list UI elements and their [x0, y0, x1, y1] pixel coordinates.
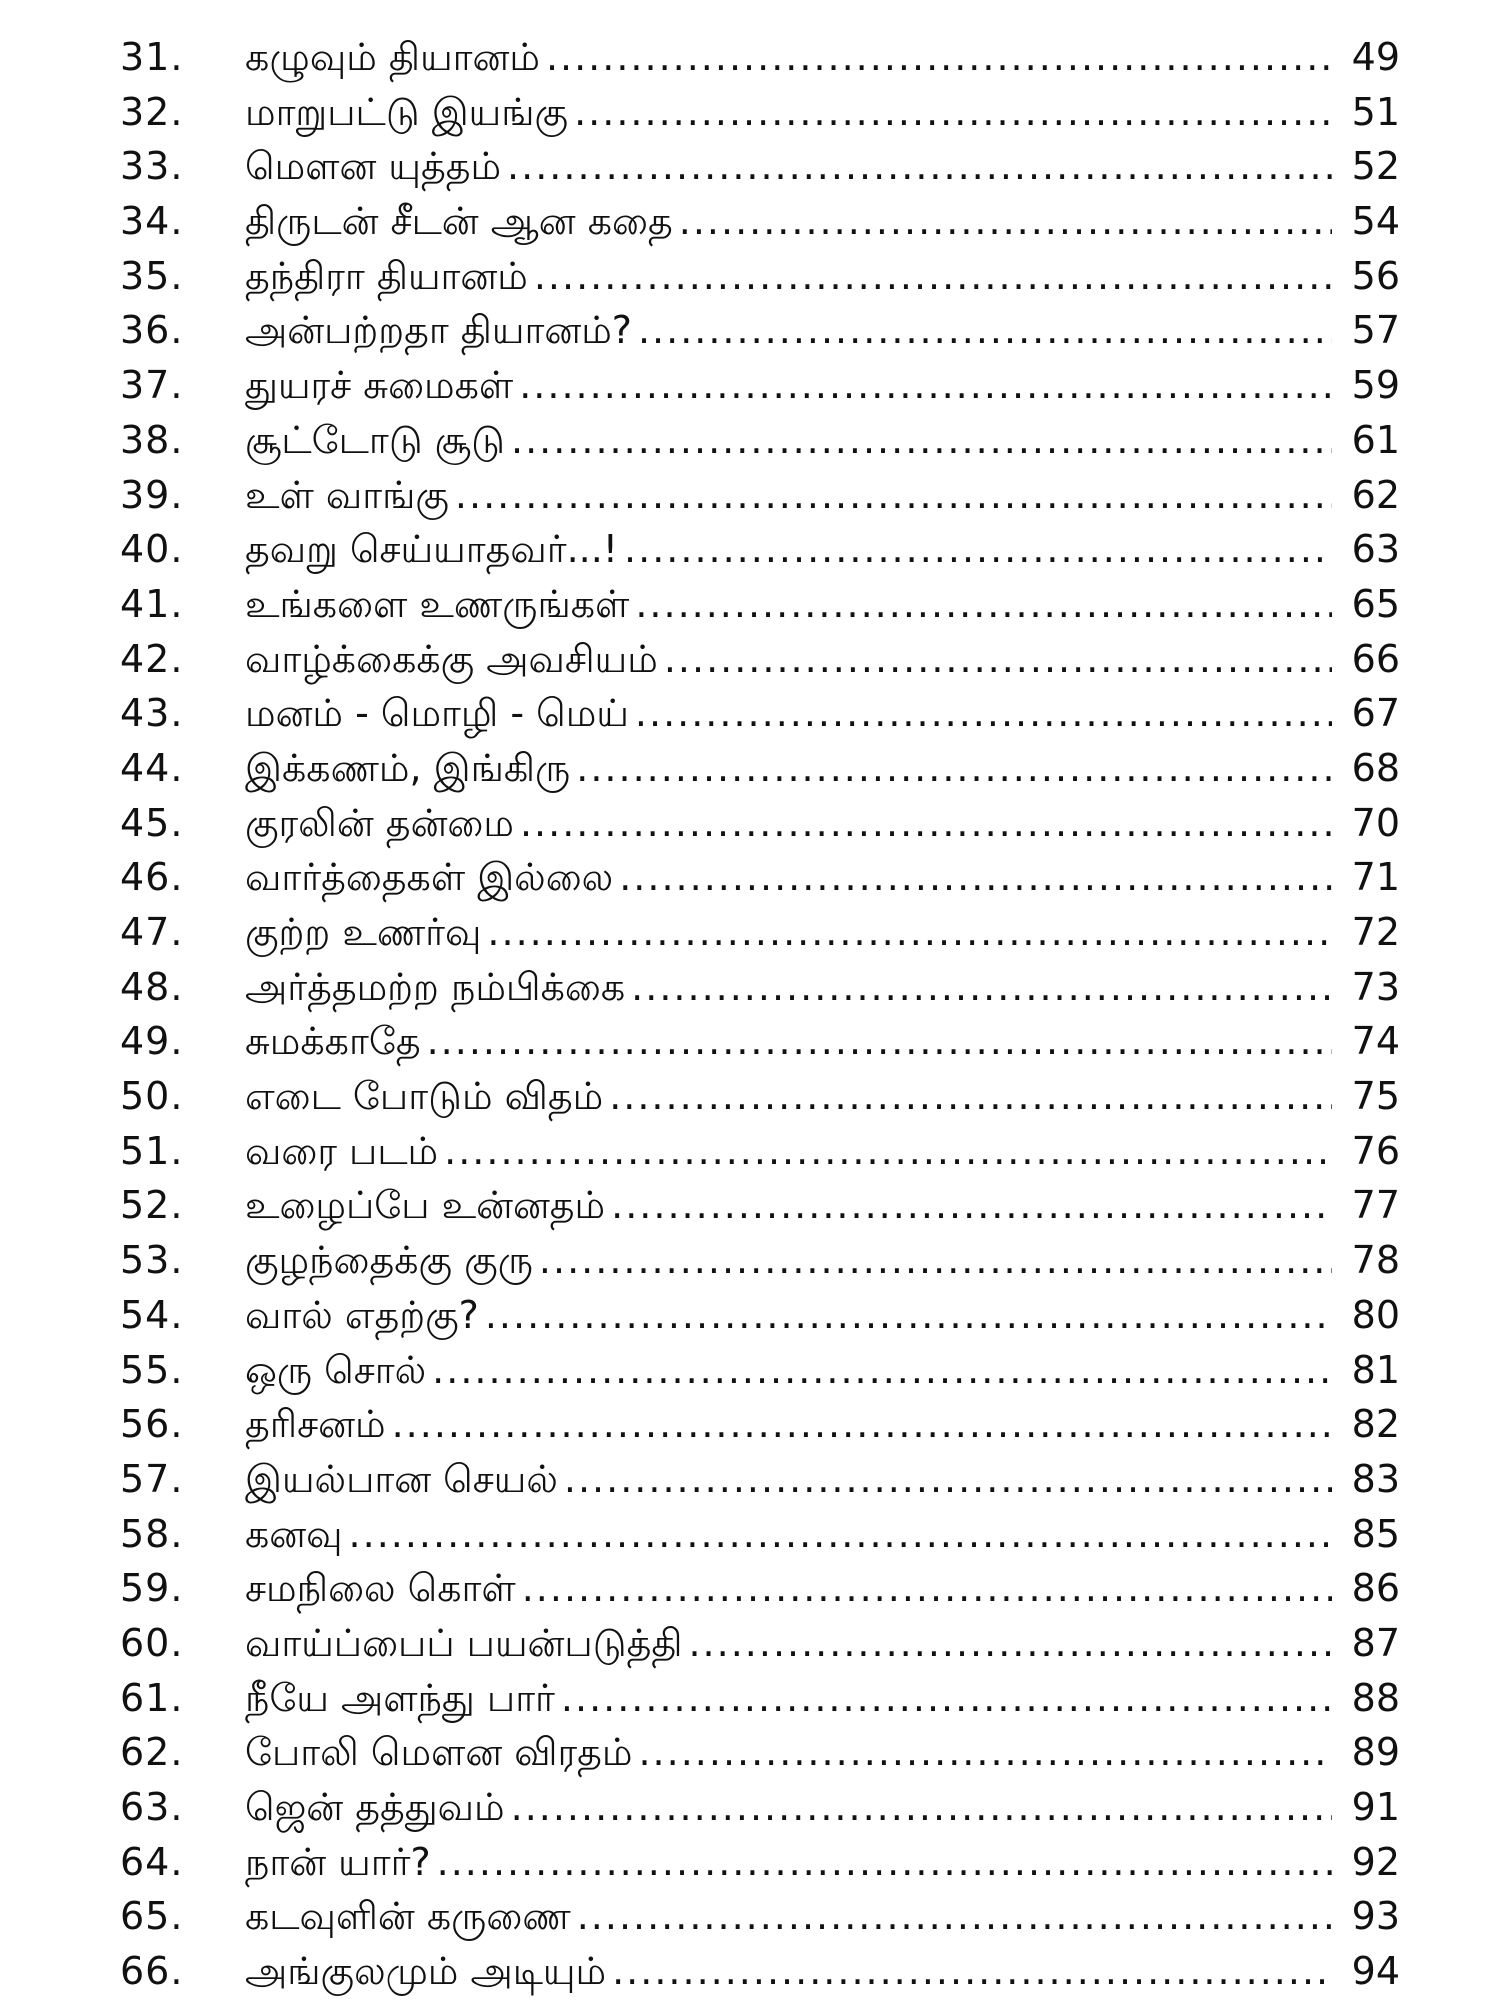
toc-entry [120, 1780, 1400, 1835]
toc-entry [120, 796, 1400, 851]
dot-leader [635, 686, 1332, 741]
dot-leader [664, 632, 1332, 687]
toc-entry [120, 1561, 1400, 1616]
entry-title: தவறு செய்யாதவர்...! [245, 527, 619, 572]
toc-entry [120, 139, 1400, 194]
entry-number: 40. [120, 527, 184, 572]
toc-entry [120, 468, 1400, 523]
entry-page: 82 [1351, 1402, 1400, 1447]
toc-entry [120, 905, 1400, 960]
entry-title: இயல்பான செயல் [245, 1456, 558, 1501]
entry-number: 50. [120, 1074, 184, 1119]
toc-entry [120, 1288, 1400, 1343]
entry-title: குற்ற உணர்வு [245, 910, 482, 954]
entry-page: 92 [1351, 1839, 1400, 1884]
toc-entry [120, 358, 1400, 413]
entry-title: உள் வாங்கு [245, 472, 449, 517]
entry-title: சமநிலை கொள் [245, 1566, 516, 1611]
entry-number: 66. [120, 1949, 184, 1994]
toc-entry [120, 194, 1400, 249]
entry-number: 39. [120, 472, 184, 517]
entry-title: துயரச் சுமைகள் [245, 363, 514, 408]
entry-page: 71 [1351, 855, 1400, 900]
dot-leader [432, 1343, 1332, 1398]
entry-number: 64. [120, 1839, 184, 1884]
entry-number: 44. [120, 745, 184, 790]
entry-page: 67 [1351, 691, 1400, 736]
entry-title: நான் யார்? [245, 1839, 431, 1884]
entry-page: 91 [1351, 1785, 1400, 1829]
entry-page: 94 [1351, 1949, 1400, 1994]
entry-page: 89 [1351, 1730, 1400, 1775]
entry-page: 61 [1351, 417, 1400, 462]
entry-title: கனவு [245, 1511, 343, 1556]
entry-page: 85 [1351, 1511, 1400, 1556]
entry-number: 52. [120, 1183, 184, 1228]
entry-number: 65. [120, 1894, 184, 1939]
entry-page: 52 [1351, 144, 1400, 189]
entry-title: ஜென் தத்துவம் [245, 1785, 505, 1829]
entry-number: 46. [120, 855, 184, 900]
dot-leader [576, 741, 1332, 796]
entry-title: மனம் - மொழி - மெய் [245, 691, 629, 736]
entry-title: வால் எதற்கு? [245, 1292, 479, 1337]
entry-number: 62. [120, 1730, 184, 1775]
entry-page: 65 [1351, 581, 1400, 626]
entry-page: 51 [1351, 89, 1400, 134]
dot-leader [534, 249, 1332, 304]
toc-entry [120, 1889, 1400, 1944]
entry-title: குழந்தைக்கு குரு [245, 1238, 533, 1283]
dot-leader [611, 1178, 1332, 1233]
dot-leader [561, 1671, 1332, 1726]
entry-title: வாழ்க்கைக்கு அவசியம் [245, 636, 658, 681]
toc-entry [120, 741, 1400, 796]
entry-title: இக்கணம், இங்கிரு [245, 745, 571, 790]
dot-leader [539, 1233, 1332, 1288]
entry-title: தரிசனம் [245, 1402, 386, 1447]
entry-title: வார்த்தைகள் இல்லை [245, 855, 614, 900]
dot-leader [485, 1288, 1332, 1343]
dot-leader [631, 960, 1332, 1015]
dot-leader [522, 1561, 1332, 1616]
toc-entry [120, 1178, 1400, 1233]
entry-number: 45. [120, 800, 184, 845]
entry-number: 59. [120, 1566, 184, 1611]
entry-number: 47. [120, 910, 184, 954]
entry-page: 93 [1351, 1894, 1400, 1939]
entry-number: 51. [120, 1128, 184, 1173]
entry-number: 36. [120, 308, 184, 353]
entry-number: 53. [120, 1238, 184, 1283]
entry-number: 43. [120, 691, 184, 736]
dot-leader [564, 1452, 1332, 1507]
toc-entry [120, 1671, 1400, 1726]
dot-leader [519, 358, 1332, 413]
dot-leader [427, 1014, 1332, 1069]
entry-title: சுமக்காதே [245, 1019, 421, 1064]
entry-page: 59 [1351, 363, 1400, 408]
entry-page: 76 [1351, 1128, 1400, 1173]
toc-entry [120, 413, 1400, 468]
entry-title: தந்திரா தியானம் [245, 253, 528, 298]
dot-leader [619, 850, 1332, 905]
entry-number: 34. [120, 199, 184, 244]
dot-leader [638, 303, 1332, 358]
entry-title: அர்த்தமற்ற நம்பிக்கை [245, 964, 626, 1009]
toc-entry [120, 850, 1400, 905]
entry-title: கடவுளின் கருணை [245, 1894, 571, 1939]
entry-title: குரலின் தன்மை [245, 800, 514, 845]
entry-title: போலி மௌன விரதம் [245, 1730, 633, 1775]
entry-number: 61. [120, 1675, 184, 1720]
toc-entry [120, 632, 1400, 687]
entry-page: 66 [1351, 636, 1400, 681]
entry-page: 62 [1351, 472, 1400, 517]
toc-entry [120, 1014, 1400, 1069]
entry-title: நீயே அளந்து பார் [245, 1675, 555, 1720]
entry-number: 54. [120, 1292, 184, 1337]
toc-entry [120, 1835, 1400, 1890]
entry-number: 32. [120, 89, 184, 134]
dot-leader [444, 1124, 1332, 1179]
dot-leader [437, 1835, 1332, 1890]
entry-title: கழுவும் தியானம் [245, 35, 540, 79]
entry-number: 55. [120, 1347, 184, 1392]
entry-page: 73 [1351, 964, 1400, 1009]
toc-entry [120, 1069, 1400, 1124]
entry-page: 54 [1351, 199, 1400, 244]
entry-number: 58. [120, 1511, 184, 1556]
dot-leader [511, 1780, 1332, 1835]
entry-title: வரை படம் [245, 1128, 439, 1173]
toc-entry [120, 686, 1400, 741]
entry-number: 60. [120, 1620, 184, 1665]
entry-number: 38. [120, 417, 184, 462]
toc-entry [120, 1397, 1400, 1452]
dot-leader [638, 1725, 1332, 1780]
entry-title: அன்பற்றதா தியானம்? [245, 308, 632, 353]
dot-leader [688, 1616, 1332, 1671]
entry-number: 42. [120, 636, 184, 681]
entry-page: 81 [1351, 1347, 1400, 1392]
entry-page: 74 [1351, 1019, 1400, 1064]
toc-entry [120, 249, 1400, 304]
entry-page: 56 [1351, 253, 1400, 298]
entry-page: 88 [1351, 1675, 1400, 1720]
dot-leader [507, 139, 1332, 194]
entry-page: 77 [1351, 1183, 1400, 1228]
entry-page: 80 [1351, 1292, 1400, 1337]
entry-title: எடை போடும் விதம் [245, 1074, 604, 1119]
entry-page: 49 [1351, 35, 1400, 79]
entry-title: சூட்டோடு சூடு [245, 417, 505, 462]
entry-number: 31. [120, 35, 184, 79]
dot-leader [624, 522, 1332, 577]
entry-number: 48. [120, 964, 184, 1009]
toc-entry [120, 1944, 1400, 1999]
dot-leader [577, 1889, 1332, 1944]
toc-entry [120, 30, 1400, 85]
entry-number: 56. [120, 1402, 184, 1447]
toc-entry [120, 522, 1400, 577]
dot-leader [520, 796, 1332, 851]
toc-entry [120, 1124, 1400, 1179]
toc-entry [120, 1452, 1400, 1507]
entry-page: 78 [1351, 1238, 1400, 1283]
entry-number: 63. [120, 1785, 184, 1829]
dot-leader [609, 1069, 1332, 1124]
dot-leader [349, 1507, 1332, 1562]
entry-title: வாய்ப்பைப் பயன்படுத்தி [245, 1620, 683, 1665]
entry-page: 86 [1351, 1566, 1400, 1611]
entry-title: உங்களை உணருங்கள் [245, 581, 630, 626]
toc-entry [120, 303, 1400, 358]
toc-entry [120, 1343, 1400, 1398]
entry-page: 87 [1351, 1620, 1400, 1665]
entry-number: 35. [120, 253, 184, 298]
entry-title: அங்குலமும் அடியும் [245, 1949, 607, 1994]
entry-number: 49. [120, 1019, 184, 1064]
toc-entry [120, 1616, 1400, 1671]
entry-page: 57 [1351, 308, 1400, 353]
entry-number: 57. [120, 1456, 184, 1501]
toc-entry [120, 577, 1400, 632]
dot-leader [546, 30, 1332, 85]
entry-title: மாறுபட்டு இயங்கு [245, 89, 569, 134]
table-of-contents [120, 30, 1400, 1999]
dot-leader [679, 194, 1332, 249]
entry-page: 75 [1351, 1074, 1400, 1119]
entry-title: திருடன் சீடன் ஆன கதை [245, 199, 673, 244]
toc-entry [120, 1725, 1400, 1780]
entry-page: 68 [1351, 745, 1400, 790]
entry-title: மௌன யுத்தம் [245, 144, 502, 189]
entry-title: உழைப்பே உன்னதம் [245, 1183, 606, 1228]
toc-entry [120, 85, 1400, 140]
entry-page: 72 [1351, 910, 1400, 954]
entry-page: 63 [1351, 527, 1400, 572]
dot-leader [392, 1397, 1332, 1452]
dot-leader [612, 1944, 1332, 1999]
entry-number: 37. [120, 363, 184, 408]
toc-entry [120, 960, 1400, 1015]
entry-number: 41. [120, 581, 184, 626]
toc-entry [120, 1507, 1400, 1562]
entry-page: 70 [1351, 800, 1400, 845]
dot-leader [511, 413, 1332, 468]
dot-leader [635, 577, 1332, 632]
entry-page: 83 [1351, 1456, 1400, 1501]
entry-title: ஒரு சொல் [245, 1347, 427, 1392]
toc-entry [120, 1233, 1400, 1288]
entry-number: 33. [120, 144, 184, 189]
dot-leader [487, 905, 1332, 960]
dot-leader [574, 85, 1332, 140]
dot-leader [455, 468, 1332, 523]
